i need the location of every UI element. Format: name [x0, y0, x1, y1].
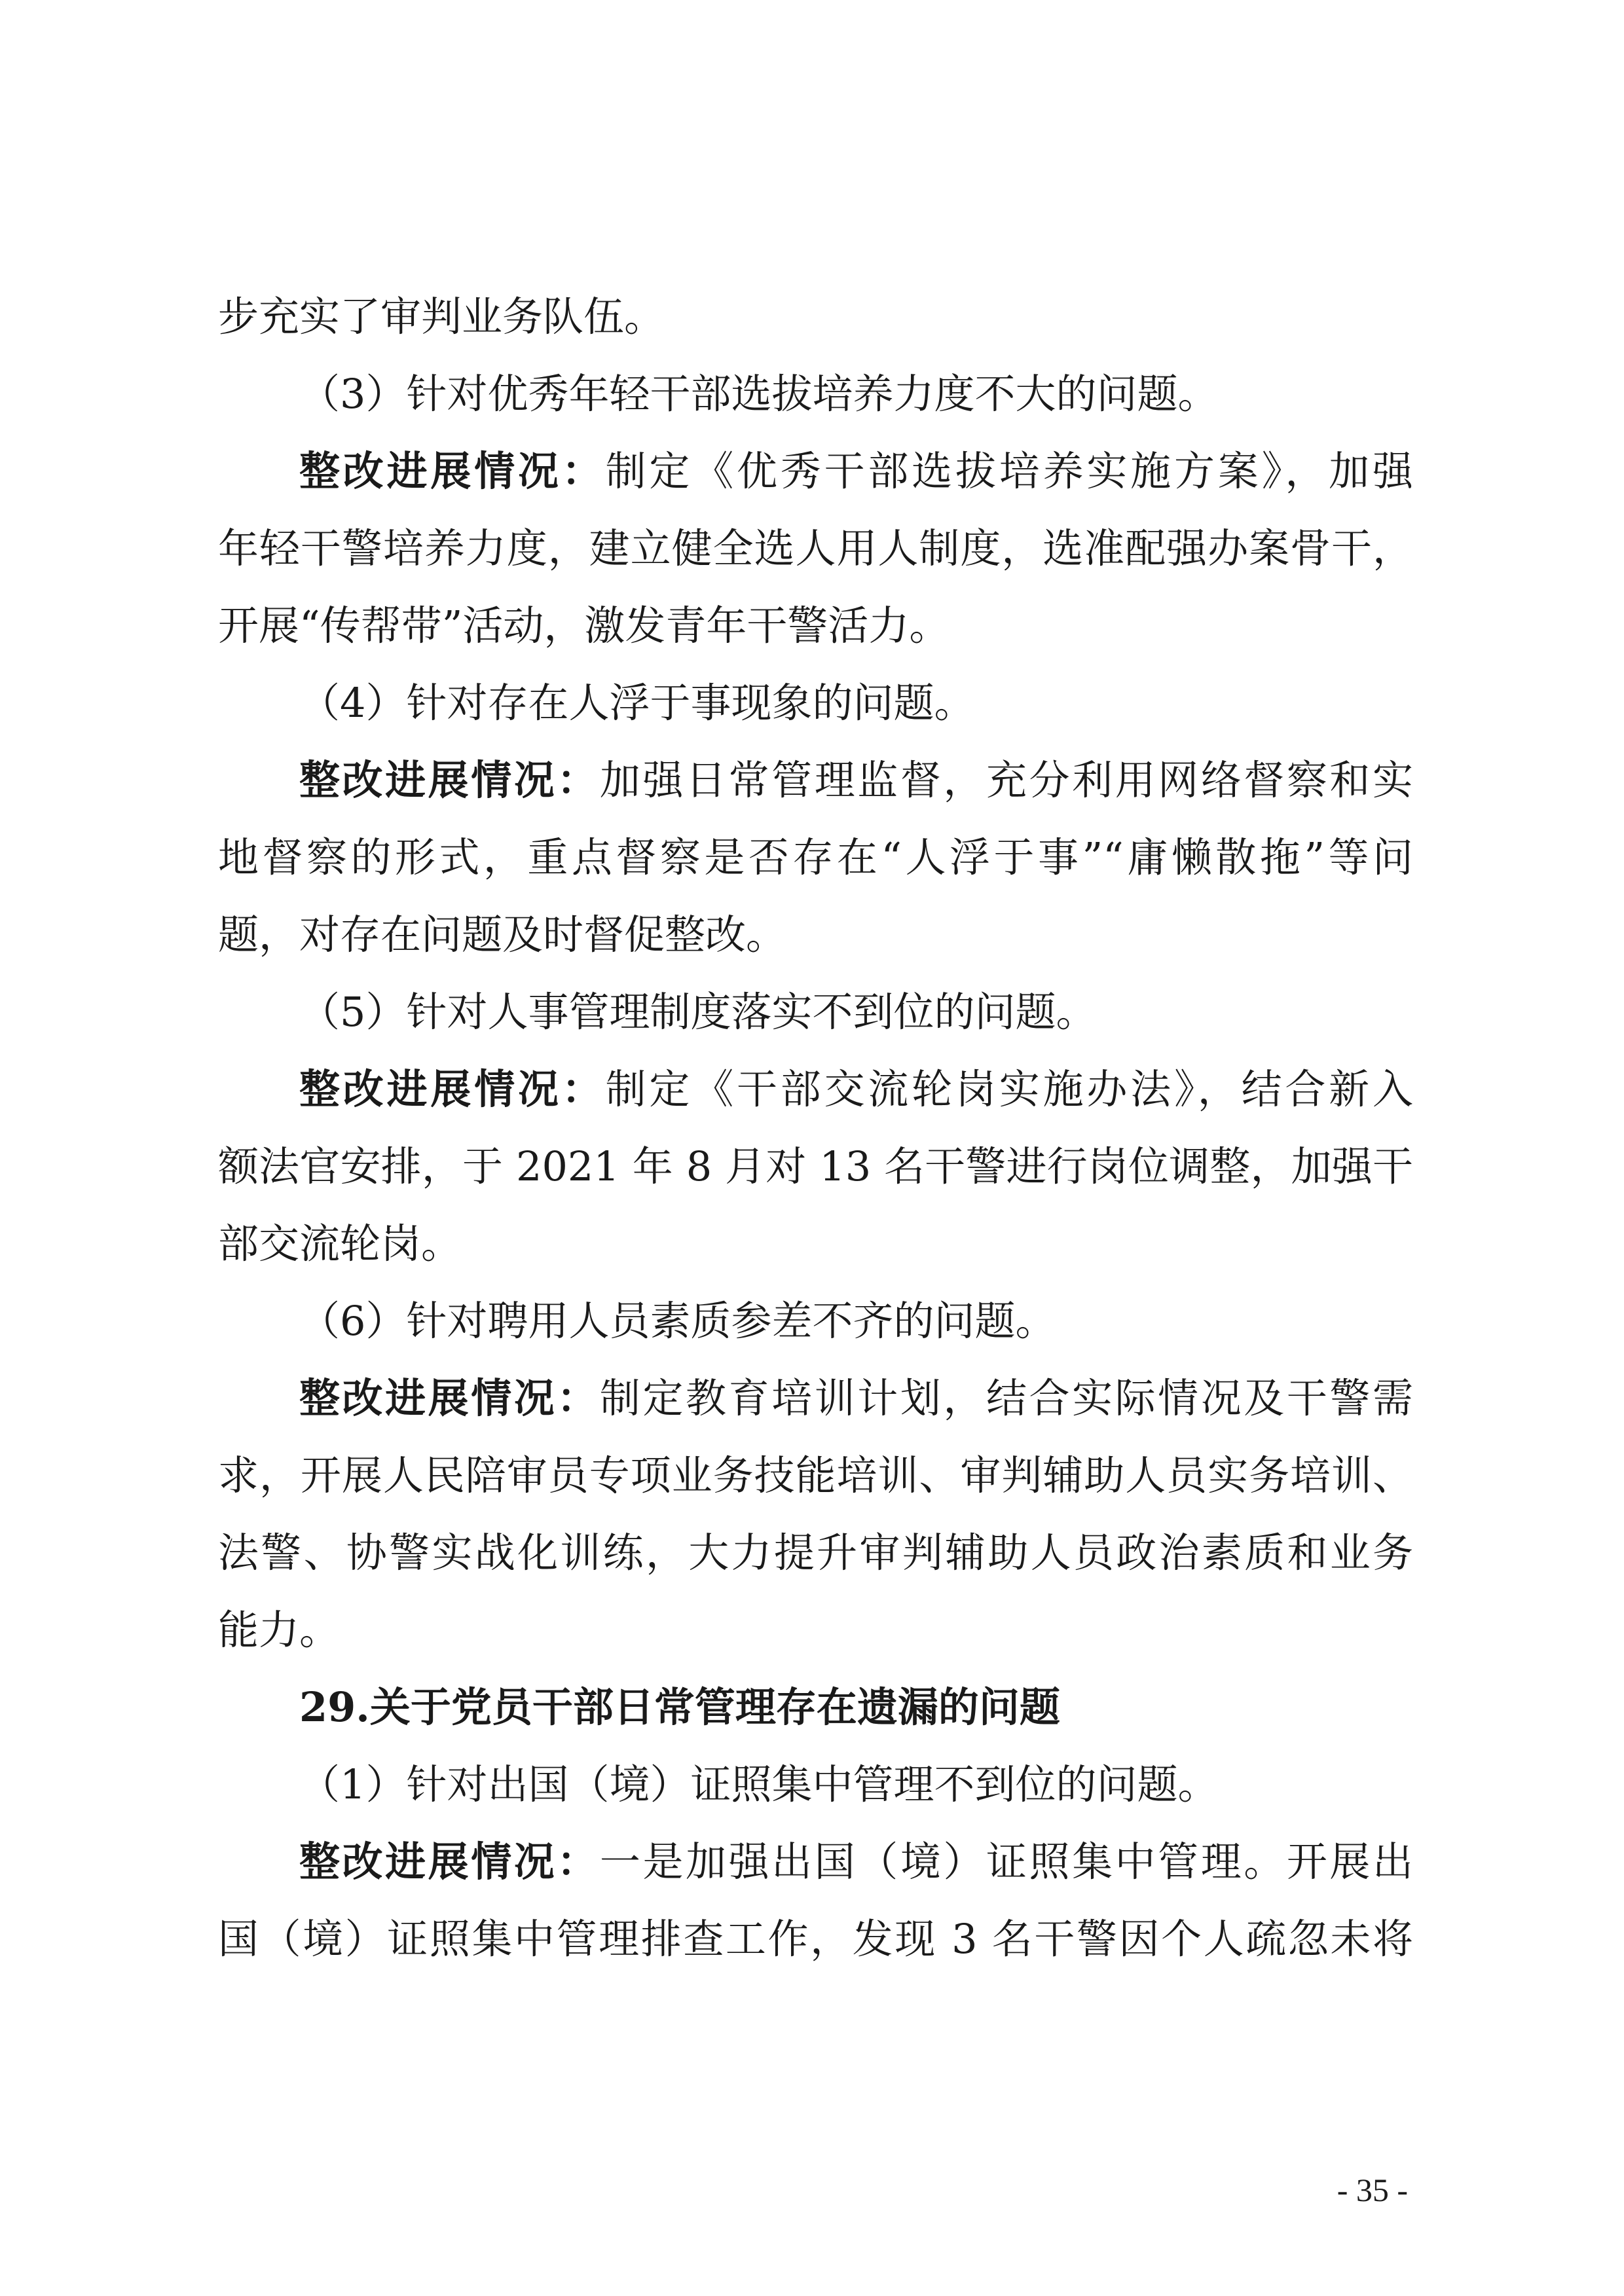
- paragraph-text: 制定教育培训计划，结合实际情况及干警需: [599, 1374, 1413, 1422]
- paragraph-line: 年轻干警培养力度，建立健全选人用人制度，选准配强办案骨干，: [218, 524, 1413, 572]
- progress-label: 整改进展情况：: [299, 447, 606, 495]
- paragraph-line: [218, 433, 1413, 510]
- paragraph-line: 地督察的形式，重点督察是否存在“人浮于事”“庸懒散拖”等问: [218, 833, 1413, 881]
- subsection-heading: （5）针对人事管理制度落实不到位的问题。: [299, 988, 1097, 1036]
- paragraph-line: [218, 1823, 1413, 1901]
- paragraph-line: [218, 1051, 1413, 1128]
- subsection-heading: （4）针对存在人浮于事现象的问题。: [299, 679, 975, 727]
- body-text: [218, 278, 1413, 1978]
- paragraph-line: 开展“传帮带”活动，激发青年干警活力。: [218, 602, 950, 649]
- paragraph-line: 部交流轮岗。: [218, 1220, 462, 1267]
- paragraph-line: 额法官安排，于 2021 年 8 月对 13 名干警进行岗位调整，加强干: [218, 1142, 1413, 1190]
- progress-label: 整改进展情况：: [299, 1838, 600, 1886]
- paragraph-line: 能力。: [218, 1606, 341, 1654]
- paragraph-text: 制定《优秀干部选拔培养实施方案》，加强: [605, 447, 1413, 495]
- subsection-heading: （3）针对优秀年轻干部选拔培养力度不大的问题。: [299, 370, 1219, 418]
- subsection-heading: （6）针对聘用人员素质参差不齐的问题。: [299, 1297, 1056, 1345]
- progress-label: 整改进展情况：: [299, 1374, 600, 1422]
- paragraph-line: [218, 1360, 1413, 1437]
- paragraph-line: 题，对存在问题及时督促整改。: [218, 911, 787, 958]
- paragraph-line: 求，开展人民陪审员专项业务技能培训、审判辅助人员实务培训、: [218, 1451, 1413, 1499]
- progress-label: 整改进展情况：: [299, 1065, 606, 1113]
- section-heading: 29.关于党员干部日常管理存在遗漏的问题: [299, 1683, 1060, 1731]
- paragraph-text: 制定《干部交流轮岗实施办法》，结合新入: [605, 1065, 1413, 1113]
- progress-label: 整改进展情况：: [299, 756, 600, 804]
- page-number: - 35 -: [1337, 2172, 1408, 2208]
- subsection-heading: （1）针对出国（境）证照集中管理不到位的问题。: [299, 1760, 1219, 1808]
- paragraph-text: 一是加强出国（境）证照集中管理。开展出: [599, 1838, 1413, 1886]
- paragraph-line: 法警、协警实战化训练，大力提升审判辅助人员政治素质和业务: [218, 1529, 1413, 1576]
- paragraph-line: 国（境）证照集中管理排查工作，发现 3 名干警因个人疏忽未将: [218, 1915, 1413, 1963]
- paragraph-line: 步充实了审判业务队伍。: [218, 293, 665, 340]
- paragraph-line: [218, 742, 1413, 819]
- paragraph-text: 加强日常管理监督，充分利用网络督察和实: [599, 756, 1413, 804]
